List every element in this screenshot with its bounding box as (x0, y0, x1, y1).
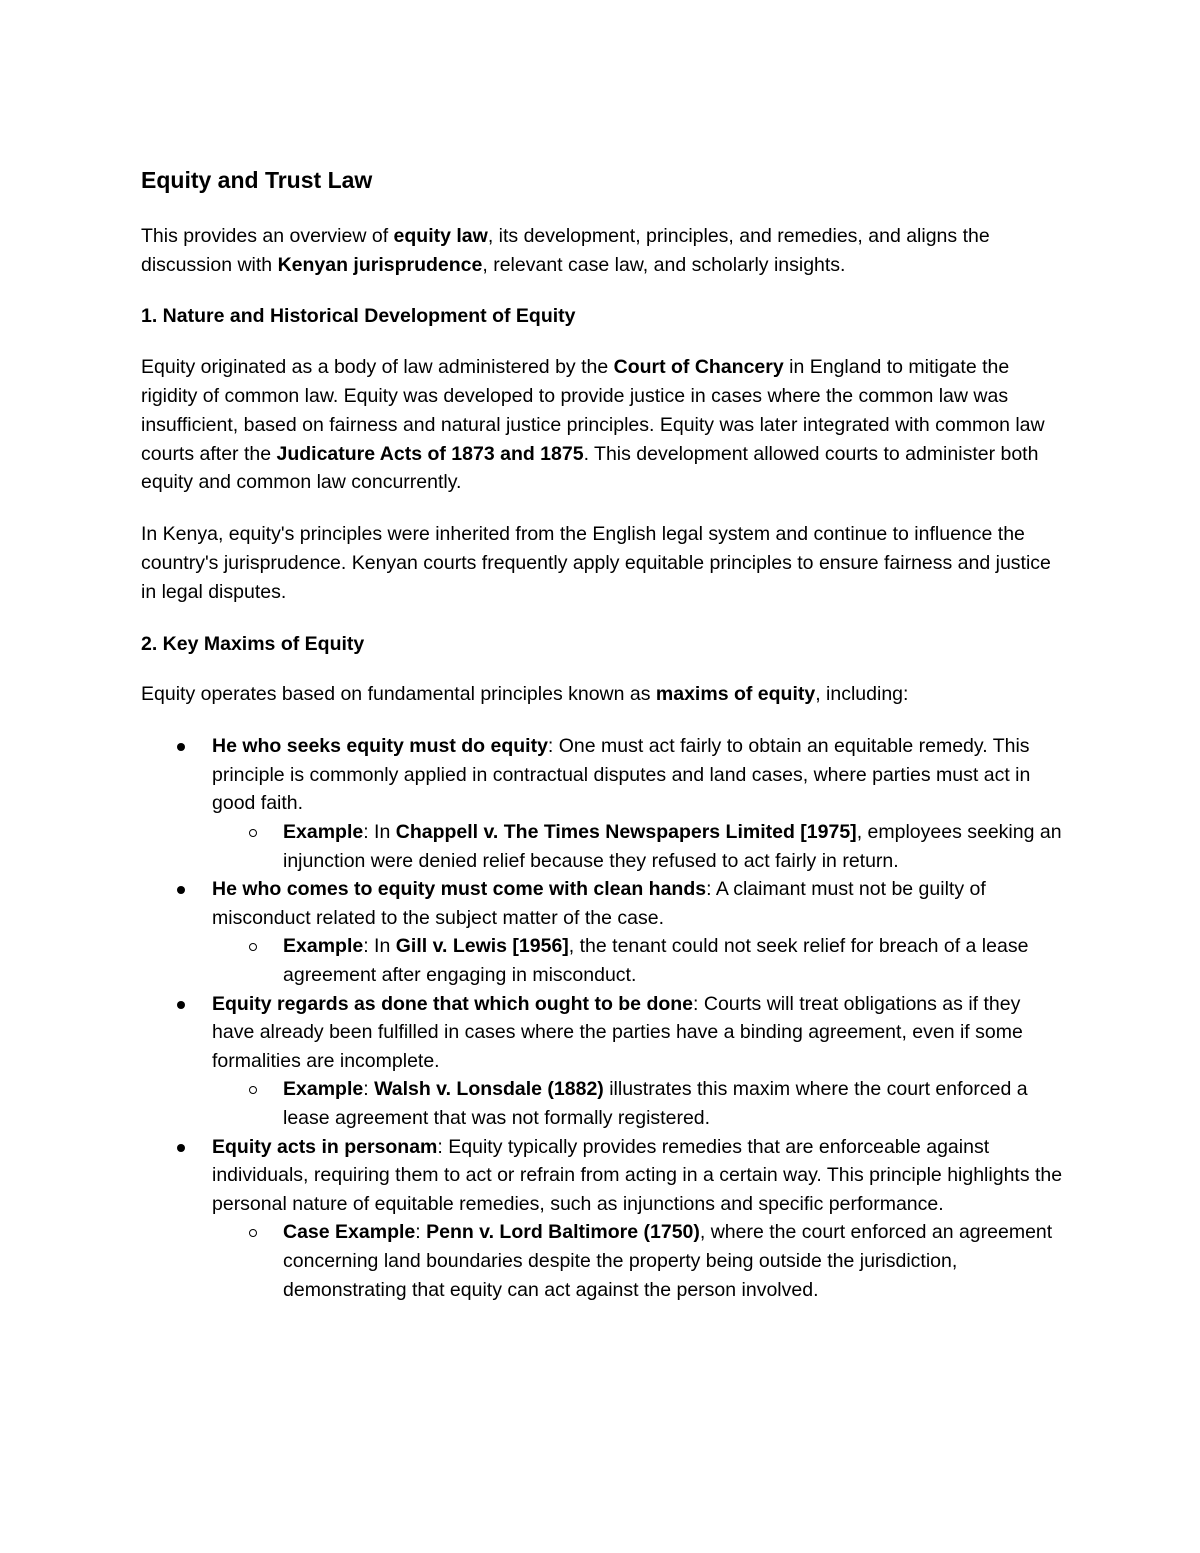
example-label: Example (283, 935, 364, 958)
circle-bullet-icon (249, 1229, 257, 1237)
section-1-paragraph-2: In Kenya, equity's principles were inherited from the English legal system and continue to influence the country's jurisprudence. Kenyan courts frequently apply equitable principles to ensure fairness and justice in legal disputes. (141, 523, 1051, 603)
list-item (141, 1133, 1066, 1305)
s1p1-text-2: in England to mitigate the rigidity of common law. Equity was developed to provide justice in cases where the common law was insufficient, based on fairness and natural justice principles. Equity was later integrated with common law courts after the (141, 356, 1045, 465)
s1p1-text-1: Equity originated as a body of law administered by the (141, 356, 614, 379)
intro-text-1: This provides an overview of (141, 224, 394, 247)
s2-intro-text-1: Equity operates based on fundamental principles known as (141, 683, 656, 706)
circle-bullet-icon (249, 1086, 257, 1094)
section-1-heading: 1. Nature and Historical Development of Equity (141, 305, 576, 328)
bullet-icon (177, 1144, 185, 1152)
intro-text-3: , relevant case law, and scholarly insights. (482, 253, 846, 276)
example-text-1: : In (363, 935, 396, 958)
list-item (212, 1075, 1066, 1132)
s1p1-bold-1: Court of Chancery (613, 356, 784, 379)
example-case: Chappell v. The Times Newspapers Limited [1975] (395, 821, 857, 844)
s2-intro-bold-1: maxims of equity (655, 683, 816, 706)
example-case: Walsh v. Lonsdale (1882) (374, 1078, 604, 1101)
document-title: Equity and Trust Law (141, 167, 373, 193)
examples-list (212, 932, 1066, 989)
maxim-name: Equity regards as done that which ought to be done (212, 992, 694, 1015)
list-item (141, 732, 1066, 875)
examples-list (212, 1218, 1066, 1304)
s2-intro-text-2: , including: (815, 683, 909, 706)
example-text-2: , the tenant could not seek relief for breach of a lease agreement after engaging in misconduct. (283, 935, 1029, 986)
maxim-name: Equity acts in personam (212, 1135, 438, 1158)
example-text-2: , employees seeking an injunction were denied relief because they refused to act fairly in return. (283, 821, 1062, 872)
list-item (141, 990, 1066, 1133)
list-item (141, 875, 1066, 989)
s1p1-bold-2: Judicature Acts of 1873 and 1875 (276, 442, 584, 465)
intro-paragraph (141, 222, 1066, 280)
list-item (212, 818, 1066, 875)
example-label: Example (283, 821, 364, 844)
maxim-text: : Courts will treat obligations as if they have already been fulfilled in cases where the parties have a binding agreement, even if some formalities are incomplete. (212, 992, 1023, 1072)
example-text-2: illustrates this maxim where the court enforced a lease agreement that was not formally registered. (283, 1078, 1028, 1129)
maxim-text: : A claimant must not be guilty of misconduct related to the subject matter of the case. (212, 878, 986, 929)
example-case: Gill v. Lewis [1956] (395, 935, 569, 958)
section-2-heading: 2. Key Maxims of Equity (141, 632, 365, 655)
examples-list (212, 818, 1066, 875)
example-text-1: : (363, 1078, 375, 1101)
example-text-1: : In (363, 821, 396, 844)
maxim-name: He who comes to equity must come with clean hands (212, 878, 707, 901)
example-label: Case Example (283, 1221, 416, 1244)
maxims-list (141, 732, 1066, 1304)
intro-text-2: , its development, principles, and remedies, and aligns the discussion with (141, 224, 990, 276)
bullet-icon (177, 886, 185, 894)
section-1-paragraph-1 (141, 353, 1066, 497)
circle-bullet-icon (249, 943, 257, 951)
examples-list (212, 1075, 1066, 1132)
list-item (212, 932, 1066, 989)
bullet-icon (177, 1001, 185, 1009)
list-item (212, 1218, 1066, 1304)
maxim-text: : One must act fairly to obtain an equitable remedy. This principle is commonly applied in contractual disputes and land cases, where parties must act in good faith. (212, 735, 1031, 815)
maxim-name: He who seeks equity must do equity (212, 735, 548, 758)
maxim-text: : Equity typically provides remedies that are enforceable against individuals, requiring them to act or refrain from acting in a certain way. This principle highlights the personal nature of equitable remedies, such as injunctions and specific performance. (212, 1135, 1063, 1215)
example-text-2: , where the court enforced an agreement concerning land boundaries despite the property being outside the jurisdiction, demonstrating that equity can act against the person involved. (283, 1221, 1053, 1301)
circle-bullet-icon (249, 829, 257, 837)
intro-bold-1: equity law (393, 224, 488, 247)
section-2-intro (141, 680, 1066, 709)
example-label: Example (283, 1078, 364, 1101)
bullet-icon (177, 743, 185, 751)
example-case: Penn v. Lord Baltimore (1750) (426, 1221, 700, 1244)
example-text-1: : (415, 1221, 427, 1244)
s1p1-text-3: . This development allowed courts to administer both equity and common law concurrently. (141, 442, 1039, 494)
document-page (141, 166, 1066, 1304)
intro-bold-2: Kenyan jurisprudence (277, 253, 483, 276)
